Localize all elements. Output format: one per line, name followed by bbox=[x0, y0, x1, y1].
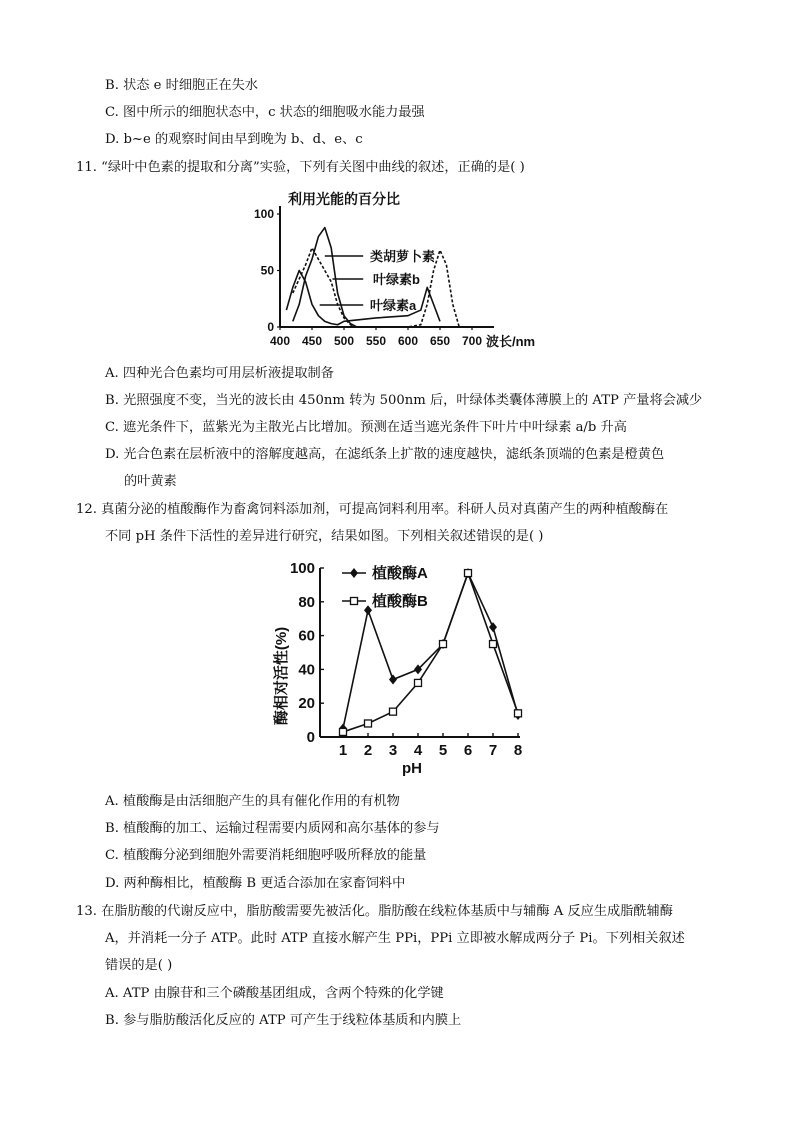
q12-plot-area bbox=[290, 560, 522, 759]
q12-x-tick-label: 8 bbox=[513, 742, 523, 759]
q12-y-tick-label: 40 bbox=[298, 661, 315, 679]
q11-option-a: A. 四种光合色素均可用层析液提取制备 bbox=[105, 366, 334, 381]
option-d-prev: D. b~e 的观察时间由早到晚为 b、d、e、c bbox=[105, 132, 363, 147]
q12-x-tick-label: 4 bbox=[413, 742, 423, 759]
q12-option-b: B. 植酸酶的加工、运输过程需要内质网和高尔基体的参与 bbox=[105, 821, 440, 836]
q12-ylabel: 酶相对活性(%) bbox=[273, 626, 290, 726]
q12-x-tick-label: 2 bbox=[363, 742, 373, 759]
q12-point-b bbox=[440, 641, 447, 648]
q12-legend-b: 植酸酶B bbox=[372, 593, 428, 610]
q11-option-d-line2: 的叶黄素 bbox=[124, 474, 177, 489]
q11-x-tick-label: 400 bbox=[269, 334, 291, 348]
q12-legend-marker-b bbox=[351, 598, 358, 605]
q12-y-tick-label: 80 bbox=[298, 593, 315, 611]
q12-series-line-1 bbox=[343, 573, 518, 732]
q12-point-a bbox=[389, 675, 397, 685]
q11-legend-chla: 叶绿素a bbox=[370, 298, 417, 313]
q11-y-tick-label: 0 bbox=[267, 320, 274, 334]
q12-y-tick-label: 60 bbox=[298, 627, 315, 645]
q12-point-b bbox=[415, 679, 422, 686]
q12-stem-line2: 不同 pH 条件下活性的差异进行研究，结果如图。下列相关叙述错误的是( ) bbox=[105, 529, 544, 544]
q12-point-b bbox=[465, 570, 472, 577]
q11-y-tick-label: 50 bbox=[260, 263, 274, 278]
q11-legend-chlb: 叶绿素b bbox=[373, 272, 420, 287]
q12-x-tick-label: 1 bbox=[338, 742, 348, 759]
q11-legend-carotenoid: 类胡萝卜素 bbox=[370, 249, 436, 264]
q13-option-a: A. ATP 由腺苷和三个磷酸基团组成，含两个特殊的化学键 bbox=[105, 986, 444, 1001]
q12-point-a bbox=[489, 622, 497, 632]
q12-point-b bbox=[490, 641, 497, 648]
q11-option-b: B. 光照强度不变，当光的波长由 450nm 转为 500nm 后，叶绿体类囊体薄膜上的 ATP 产量将会减少 bbox=[105, 393, 703, 408]
q11-ylabel: 利用光能的百分比 bbox=[288, 191, 400, 207]
q11-option-d-line1: D. 光合色素在层析液中的溶解度越高，在滤纸条上扩散的速度越快，滤纸条顶端的色素是橙黄色 bbox=[105, 447, 665, 462]
q12-point-a bbox=[364, 605, 372, 615]
q11-option-c: C. 遮光条件下，蓝紫光为主散光占比增加。预测在适当遮光条件下叶片中叶绿素 a/b 升高 bbox=[105, 420, 627, 435]
q12-option-d: D. 两种酶相比，植酸酶 B 更适合添加在家畜饲料中 bbox=[105, 876, 406, 891]
q11-x-tick-label: 650 bbox=[429, 334, 451, 348]
q12-y-tick-label: 100 bbox=[289, 560, 315, 577]
q13-stem-line3: 错误的是( ) bbox=[105, 958, 173, 973]
q12-y-tick-label: 20 bbox=[298, 695, 315, 713]
option-c-prev: C. 图中所示的细胞状态中，c 状态的细胞吸水能力最强 bbox=[105, 105, 425, 120]
q12-legend-a: 植酸酶A bbox=[372, 565, 428, 582]
q11-x-tick-label: 700 bbox=[461, 334, 483, 348]
q11-x-tick-label: 500 bbox=[333, 334, 355, 348]
q11-stem: 11. “绿叶中色素的提取和分离”实验，下列有关图中曲线的叙述，正确的是( ) bbox=[76, 160, 525, 175]
q11-x-tick-label: 550 bbox=[365, 334, 387, 348]
q12-stem-line1: 12. 真菌分泌的植酸酶作为畜禽饲料添加剂，可提高饲料利用率。科研人员对真菌产生的两种植酸酶在 bbox=[76, 502, 669, 517]
q11-x-tick-label: 600 bbox=[397, 334, 419, 348]
q13-option-b: B. 参与脂肪酸活化反应的 ATP 可产生于线粒体基质和内膜上 bbox=[105, 1013, 462, 1028]
q11-y-tick-label: 100 bbox=[253, 207, 274, 221]
q13-stem-line1: 13. 在脂肪酸的代谢反应中，脂肪酸需要先被活化。脂肪酸在线粒体基质中与辅酶 A 反应生成脂酰辅酶 bbox=[76, 904, 673, 919]
q12-point-b bbox=[340, 728, 347, 735]
q12-chart bbox=[262, 556, 542, 781]
q13-stem-line2: A，并消耗一分子 ATP。此时 ATP 直接水解产生 PPi，PPi 立即被水解成两分子 Pi。下列相关叙述 bbox=[105, 931, 685, 946]
q11-x-tick-label: 450 bbox=[301, 334, 323, 348]
q12-x-tick-label: 5 bbox=[438, 742, 448, 759]
q12-point-b bbox=[390, 708, 397, 715]
q11-chart bbox=[250, 186, 550, 356]
q12-option-c: C. 植酸酶分泌到细胞外需要消耗细胞呼吸所释放的能量 bbox=[105, 848, 427, 863]
option-b-prev: B. 状态 e 时细胞正在失水 bbox=[105, 78, 258, 93]
q12-y-tick-label: 0 bbox=[306, 729, 315, 746]
q12-x-tick-label: 7 bbox=[488, 742, 498, 759]
q12-option-a: A. 植酸酶是由活细胞产生的具有催化作用的有机物 bbox=[105, 794, 400, 809]
q12-x-tick-label: 3 bbox=[388, 742, 398, 759]
q12-point-b bbox=[365, 720, 372, 727]
q12-series-line-0 bbox=[343, 573, 518, 728]
q12-legend-marker-a bbox=[350, 568, 358, 578]
q12-xlabel: pH bbox=[402, 760, 422, 777]
q11-xlabel: 波长/nm bbox=[486, 334, 536, 349]
q12-point-b bbox=[515, 710, 522, 717]
q12-x-tick-label: 6 bbox=[463, 742, 473, 759]
